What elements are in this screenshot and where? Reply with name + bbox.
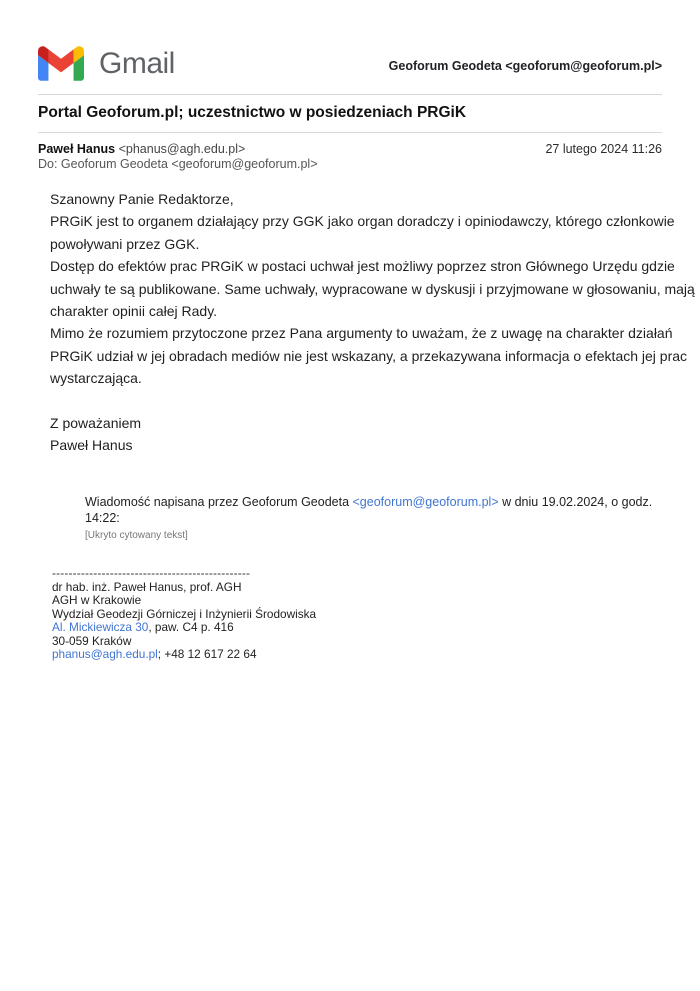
message-body [50, 188, 695, 456]
quote-email-link[interactable]: <geoforum@geoforum.pl> [352, 495, 499, 510]
body-line: Szanowny Panie Redaktorze, [50, 191, 234, 207]
body-lines [50, 188, 695, 390]
gmail-brand [38, 46, 175, 81]
message-date: 27 lutego 2024 11:26 [545, 142, 662, 156]
quoted-message [85, 495, 662, 526]
signature-address-line [52, 621, 662, 634]
body-line: PRGiK jest to organem działający przy GGK jako organ doradczy i opiniodawczy, którego członkowie [50, 213, 675, 230]
signature-divider: ------------------------------------------------ [52, 566, 251, 581]
subject-divider [38, 132, 662, 133]
body-line: PRGiK udział w jej obradach mediów nie jest wskazany, a przekazywana informacja o efektach jej prac [50, 347, 688, 364]
body-line: powoływani przez GGK. [50, 235, 200, 252]
body-line: charakter opinii całej Rady. [50, 303, 218, 320]
closing-line: Z poważaniem [50, 414, 142, 431]
from-line [38, 142, 245, 156]
quote-time-line: 14:22: [85, 510, 120, 525]
signature-email-link[interactable]: phanus@agh.edu.pl [52, 646, 158, 661]
account-identity: Geoforum Geodeta <geoforum@geoforum.pl> [388, 58, 662, 73]
signature-block [52, 567, 662, 661]
subject-title: Portal Geoforum.pl; uczestnictwo w posiedzeniach PRGiK [38, 104, 467, 121]
quote-suffix: w dniu 19.02.2024, o godz. [498, 495, 653, 510]
address-link[interactable]: Al. Mickiewicza 30 [52, 620, 149, 635]
to-line: Do: Geoforum Geodeta <geoforum@geoforum.pl> [38, 157, 318, 171]
signature-org-line: AGH w Krakowie [52, 593, 142, 608]
body-line: wystarczająca. [50, 370, 142, 387]
signature-faculty-line: Wydział Geodezji Górniczej i Inżynierii Środowiska [52, 606, 317, 621]
body-line: uchwały te są publikowane. Same uchwały, wypracowane w dyskusji i przyjmowane w głosowaniu, mają [50, 280, 695, 297]
hidden-quote-note: [Ukryto cytowany tekst] [85, 530, 188, 542]
print-header [38, 0, 662, 81]
address-rest: , paw. C4 p. 416 [148, 620, 234, 635]
body-line: Dostęp do efektów prac PRGiK w postaci uchwał jest możliwy poprzez stron Głównego Urzędu gdzie [50, 258, 675, 275]
signature-contact-line [52, 648, 662, 661]
gmail-logo-icon [38, 46, 84, 81]
from-name: Paweł Hanus [38, 142, 116, 156]
quote-prefix: Wiadomość napisana przez Geoforum Geodeta [85, 495, 353, 510]
phone-rest: ; +48 12 617 22 64 [157, 646, 257, 661]
body-line: Mimo że rozumiem przytoczone przez Pana argumenty to uważam, że z uwagę na charakter działań [50, 325, 673, 342]
message-meta [38, 142, 662, 156]
signature-city-line: 30-059 Kraków [52, 633, 132, 648]
blank-line [50, 390, 662, 412]
from-email: <phanus@agh.edu.pl> [115, 142, 246, 156]
closing-name-line: Paweł Hanus [50, 437, 133, 454]
gmail-wordmark: Gmail [99, 46, 175, 80]
signature-title-line: dr hab. inż. Paweł Hanus, prof. AGH [52, 579, 242, 594]
